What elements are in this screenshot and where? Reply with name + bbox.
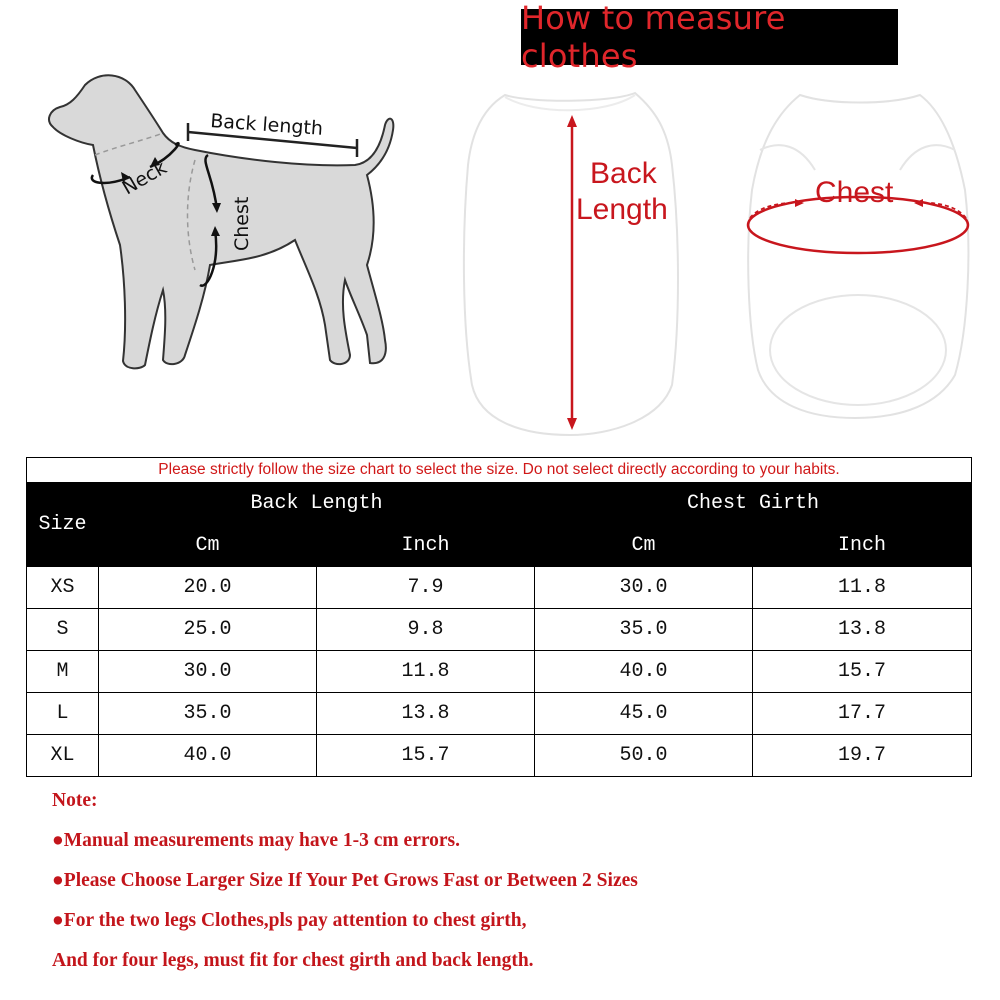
unit-header-chest-inch: Inch [753, 525, 972, 567]
table-row [27, 693, 972, 735]
notes-section [52, 790, 952, 990]
neck-label: Neck [118, 156, 171, 200]
table-row [27, 651, 972, 693]
chest-cm-cell: 45.0 [535, 693, 753, 735]
page-title: How to measure clothes [521, 0, 786, 75]
chest-inch-cell: 11.8 [753, 567, 972, 609]
title-banner [521, 0, 898, 75]
back-inch-cell: 9.8 [317, 609, 535, 651]
unit-header-chest-cm: Cm [535, 525, 753, 567]
chest-inch-cell: 15.7 [753, 651, 972, 693]
back-length-label: Back length [209, 110, 324, 140]
back-length-group-header: Back Length [99, 483, 535, 525]
chest-girth-group-header: Chest Girth [535, 483, 972, 525]
back-inch-cell: 13.8 [317, 693, 535, 735]
chest-cm-cell: 30.0 [535, 567, 753, 609]
back-cm-cell: 25.0 [99, 609, 317, 651]
chest-label: Chest [231, 196, 253, 251]
back-cm-cell: 35.0 [99, 693, 317, 735]
chest-inch-cell: 17.7 [753, 693, 972, 735]
back-inch-cell: 11.8 [317, 651, 535, 693]
size-chart-table [26, 457, 972, 777]
size-cell: XL [27, 735, 99, 777]
size-warning: Please strictly follow the size chart to select the size. Do not select directly according to your habits. [27, 458, 972, 483]
size-cell: XS [27, 567, 99, 609]
note-item: And for four legs, must fit for chest girth and back length. [52, 950, 534, 971]
note-item: ●Please Choose Larger Size If Your Pet Grows Fast or Between 2 Sizes [52, 870, 638, 891]
back-cm-cell: 40.0 [99, 735, 317, 777]
notes-heading: Note: [52, 790, 98, 811]
size-cell: M [27, 651, 99, 693]
back-cm-cell: 30.0 [99, 651, 317, 693]
chest-cm-cell: 40.0 [535, 651, 753, 693]
table-row [27, 567, 972, 609]
note-item: ●For the two legs Clothes,pls pay attention to chest girth, [52, 910, 527, 931]
back-inch-cell: 15.7 [317, 735, 535, 777]
table-row [27, 735, 972, 777]
chest-cm-cell: 50.0 [535, 735, 753, 777]
size-cell: S [27, 609, 99, 651]
back-cm-cell: 20.0 [99, 567, 317, 609]
chest-inch-cell: 13.8 [753, 609, 972, 651]
shirt-back-length-diagram [460, 85, 690, 440]
note-item: ●Manual measurements may have 1-3 cm errors. [52, 830, 461, 851]
chest-cm-cell: 35.0 [535, 609, 753, 651]
back-label-line1: Back [590, 157, 657, 190]
chest-inch-cell: 19.7 [753, 735, 972, 777]
table-row [27, 609, 972, 651]
unit-header-back-inch: Inch [317, 525, 535, 567]
size-column-header: Size [27, 483, 99, 567]
dog-measurement-diagram [45, 65, 415, 395]
chest-label: Chest [815, 176, 894, 209]
unit-header-back-cm: Cm [99, 525, 317, 567]
back-inch-cell: 7.9 [317, 567, 535, 609]
back-label-line2: Length [576, 193, 668, 226]
size-cell: L [27, 693, 99, 735]
shirt-chest-diagram [740, 90, 975, 420]
